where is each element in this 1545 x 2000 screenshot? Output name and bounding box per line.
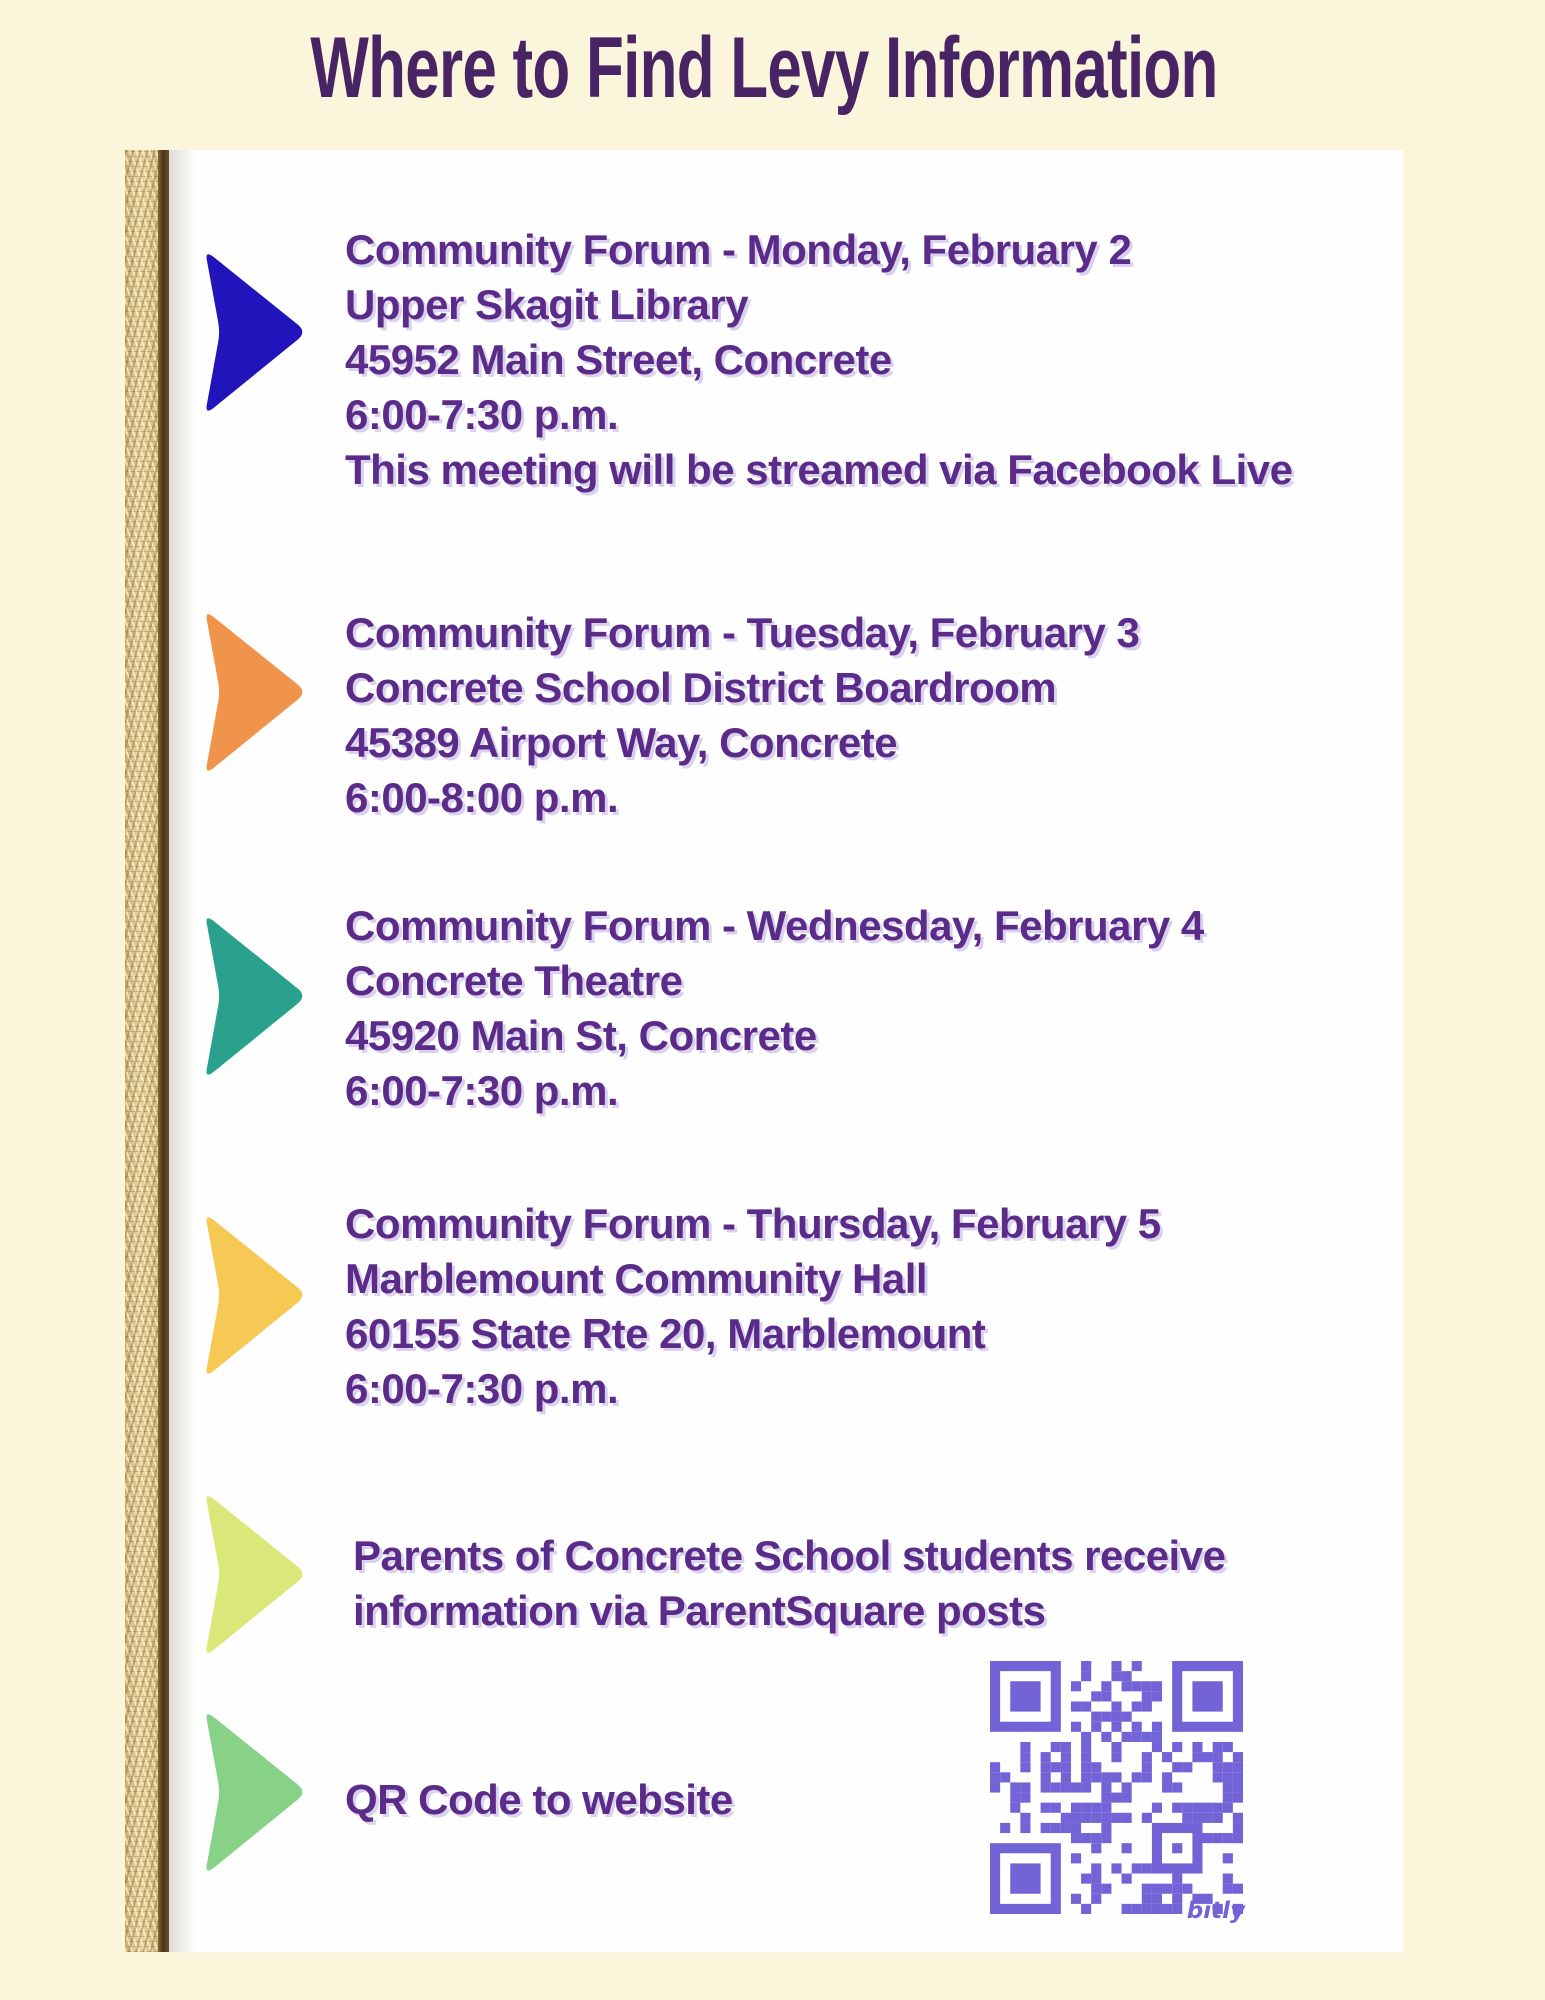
event-address: 60155 State Rte 20, Marblemount (345, 1310, 986, 1357)
event-time: 6:00-7:30 p.m. (345, 391, 619, 438)
event-address: 45952 Main Street, Concrete (345, 336, 892, 383)
event-venue: Upper Skagit Library (345, 281, 749, 328)
event-venue: Concrete Theatre (345, 957, 683, 1004)
arrow-bullet-icon (193, 1482, 313, 1667)
info-line: Parents of Concrete School students receive (353, 1532, 1226, 1579)
event-address: 45920 Main St, Concrete (345, 1012, 817, 1059)
event-venue: Marblemount Community Hall (345, 1255, 928, 1302)
spine-shadow (169, 150, 195, 1952)
event-details (345, 1196, 1161, 1416)
info-text (353, 1528, 1225, 1638)
book-spine-edge (158, 150, 169, 1952)
event-time: 6:00-7:30 p.m. (345, 1365, 619, 1412)
flyer-panel (125, 150, 1403, 1952)
book-spine-texture (125, 150, 158, 1952)
event-time: 6:00-7:30 p.m. (345, 1067, 619, 1114)
info-line: information via ParentSquare posts (353, 1587, 1046, 1634)
event-title: Community Forum - Wednesday, February 4 (345, 902, 1204, 949)
arrow-bullet-icon (193, 904, 313, 1089)
event-details (345, 898, 1204, 1118)
arrow-bullet-icon (193, 1700, 313, 1885)
event-venue: Concrete School District Boardroom (345, 664, 1057, 711)
arrow-bullet-icon (193, 600, 313, 785)
event-time: 6:00-8:00 p.m. (345, 774, 619, 821)
qr-code (990, 1661, 1245, 1924)
event-title: Community Forum - Monday, February 2 (345, 226, 1132, 273)
event-details (345, 605, 1139, 825)
event-title: Community Forum - Thursday, February 5 (345, 1200, 1161, 1247)
event-note: This meeting will be streamed via Facebook Live (345, 446, 1293, 493)
bitly-logo: bitly (1186, 1898, 1245, 1924)
arrow-bullet-icon (193, 240, 313, 425)
event-title: Community Forum - Tuesday, February 3 (345, 609, 1140, 656)
arrow-bullet-icon (193, 1203, 313, 1388)
page-header (125, 14, 1403, 122)
event-address: 45389 Airport Way, Concrete (345, 719, 898, 766)
qr-label: QR Code to website (345, 1776, 733, 1823)
event-details (345, 222, 1292, 497)
page-title: Where to Find Levy Information (310, 20, 1218, 116)
qr-code-image (990, 1661, 1243, 1914)
